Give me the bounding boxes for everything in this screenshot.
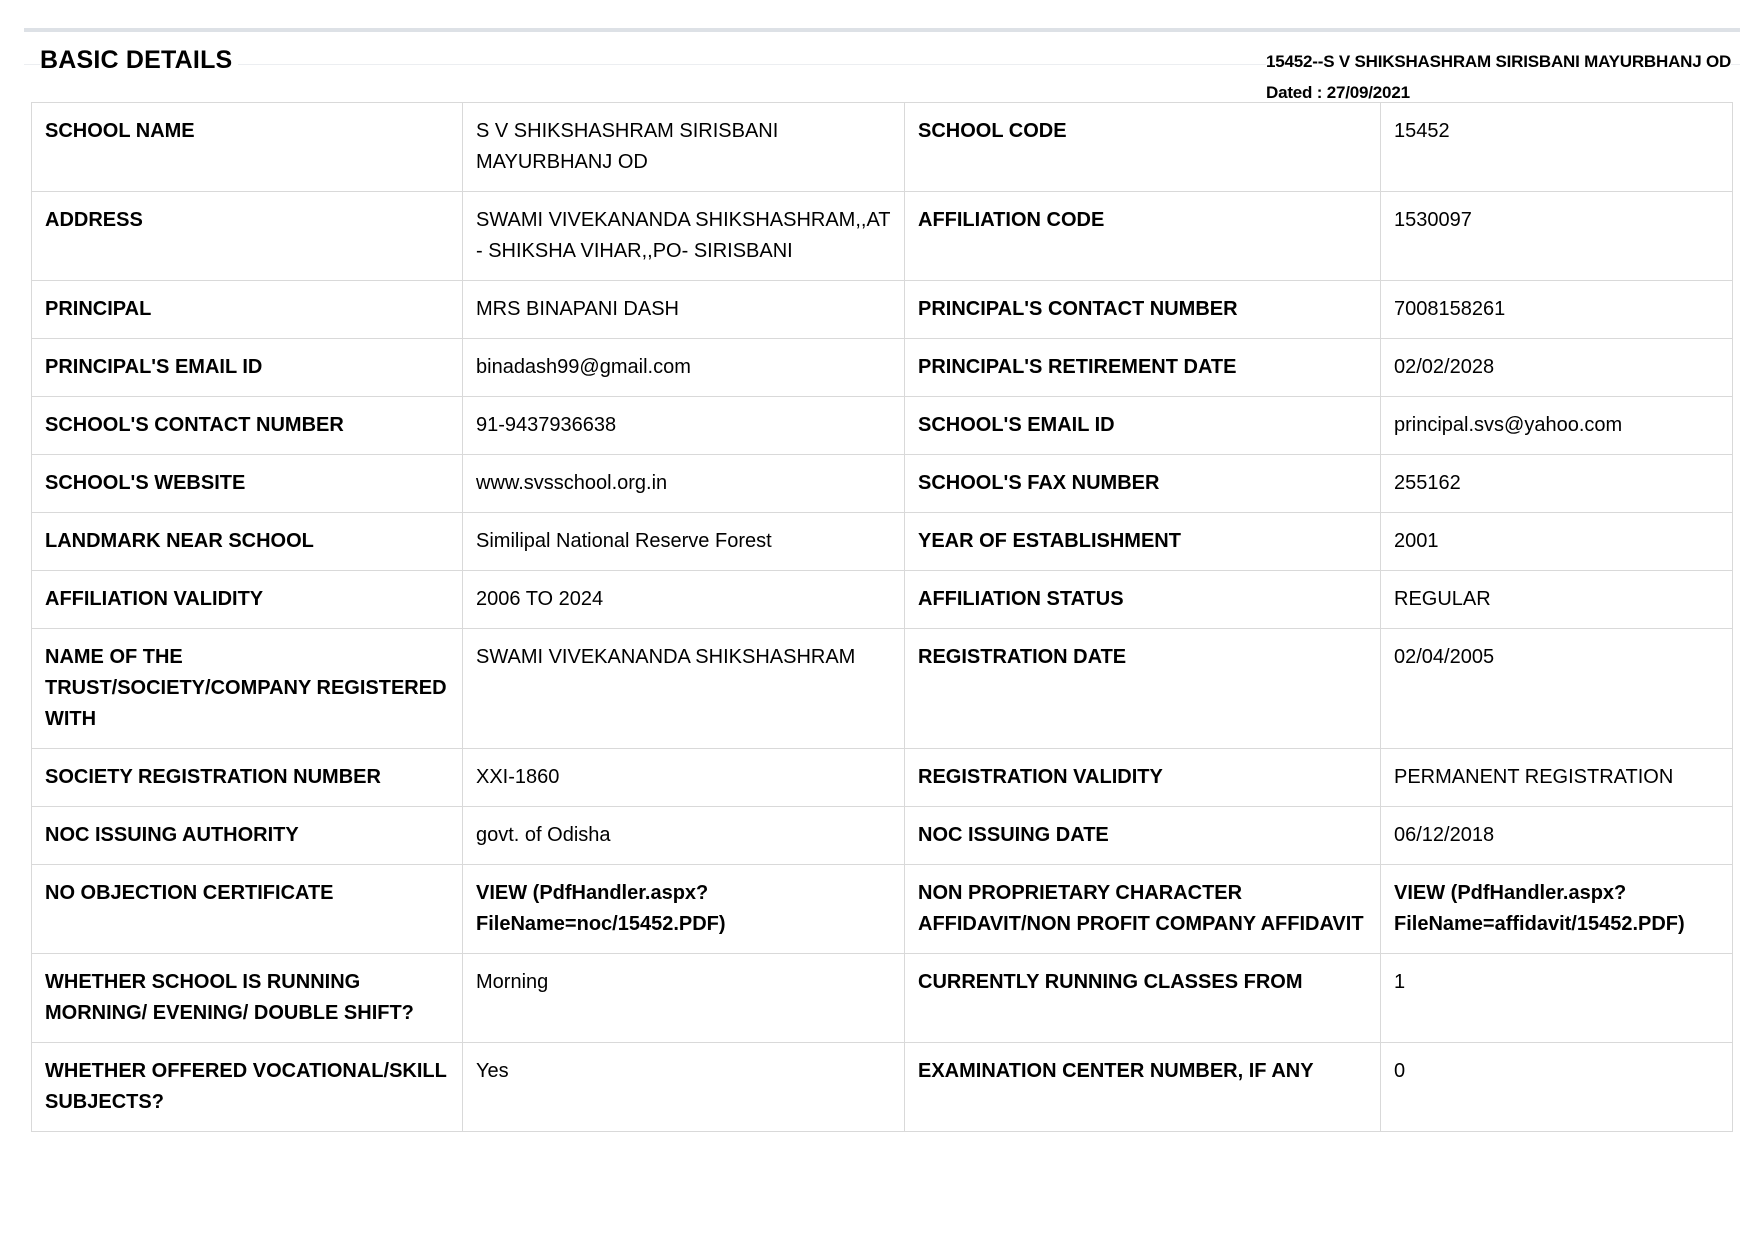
label-registration-validity: REGISTRATION VALIDITY — [905, 749, 1381, 807]
value-classes-from: 1 — [1381, 954, 1733, 1043]
value-school-code: 15452 — [1381, 103, 1733, 192]
label-year-establishment: YEAR OF ESTABLISHMENT — [905, 513, 1381, 571]
table-row — [32, 571, 1733, 629]
label-classes-from: CURRENTLY RUNNING CLASSES FROM — [905, 954, 1381, 1043]
value-landmark: Similipal National Reserve Forest — [463, 513, 905, 571]
label-affiliation-code: AFFILIATION CODE — [905, 192, 1381, 281]
label-affidavit: NON PROPRIETARY CHARACTER AFFIDAVIT/NON PROFIT COMPANY AFFIDAVIT — [905, 865, 1381, 954]
table-row — [32, 397, 1733, 455]
label-affiliation-validity: AFFILIATION VALIDITY — [32, 571, 463, 629]
label-school-fax: SCHOOL'S FAX NUMBER — [905, 455, 1381, 513]
table-row — [32, 1043, 1733, 1132]
value-school-email: principal.svs@yahoo.com — [1381, 397, 1733, 455]
value-principal-retirement: 02/02/2028 — [1381, 339, 1733, 397]
school-reference: 15452--S V SHIKSHASHRAM SIRISBANI MAYURBHANJ OD — [1266, 52, 1732, 71]
label-landmark: LANDMARK NEAR SCHOOL — [32, 513, 463, 571]
table-row — [32, 455, 1733, 513]
label-noc-certificate: NO OBJECTION CERTIFICATE — [32, 865, 463, 954]
value-society-registration: XXI-1860 — [463, 749, 905, 807]
value-trust-name: SWAMI VIVEKANANDA SHIKSHASHRAM — [463, 629, 905, 749]
table-row — [32, 339, 1733, 397]
value-affiliation-code: 1530097 — [1381, 192, 1733, 281]
label-address: ADDRESS — [32, 192, 463, 281]
table-row — [32, 192, 1733, 281]
table-row — [32, 865, 1733, 954]
value-principal: MRS BINAPANI DASH — [463, 281, 905, 339]
table-row — [32, 103, 1733, 192]
label-trust-name: NAME OF THE TRUST/SOCIETY/COMPANY REGISTERED WITH — [32, 629, 463, 749]
label-principal: PRINCIPAL — [32, 281, 463, 339]
label-society-registration: SOCIETY REGISTRATION NUMBER — [32, 749, 463, 807]
dated-line: Dated : 27/09/2021 — [1266, 83, 1410, 102]
table-row — [32, 629, 1733, 749]
table-row — [32, 513, 1733, 571]
label-school-website: SCHOOL'S WEBSITE — [32, 455, 463, 513]
value-principal-contact: 7008158261 — [1381, 281, 1733, 339]
value-registration-validity: PERMANENT REGISTRATION — [1381, 749, 1733, 807]
label-school-contact: SCHOOL'S CONTACT NUMBER — [32, 397, 463, 455]
table-row — [32, 807, 1733, 865]
label-principal-email: PRINCIPAL'S EMAIL ID — [32, 339, 463, 397]
value-affiliation-validity: 2006 TO 2024 — [463, 571, 905, 629]
value-shift: Morning — [463, 954, 905, 1043]
value-noc-authority: govt. of Odisha — [463, 807, 905, 865]
table-row — [32, 281, 1733, 339]
label-principal-retirement: PRINCIPAL'S RETIREMENT DATE — [905, 339, 1381, 397]
value-noc-date: 06/12/2018 — [1381, 807, 1733, 865]
label-vocational: WHETHER OFFERED VOCATIONAL/SKILL SUBJECTS? — [32, 1043, 463, 1132]
affidavit-view-link[interactable]: VIEW (PdfHandler.aspx?FileName=affidavit/15452.PDF) — [1381, 865, 1733, 954]
value-registration-date: 02/04/2005 — [1381, 629, 1733, 749]
label-noc-date: NOC ISSUING DATE — [905, 807, 1381, 865]
label-registration-date: REGISTRATION DATE — [905, 629, 1381, 749]
value-exam-center: 0 — [1381, 1043, 1733, 1132]
label-school-email: SCHOOL'S EMAIL ID — [905, 397, 1381, 455]
label-shift: WHETHER SCHOOL IS RUNNING MORNING/ EVENING/ DOUBLE SHIFT? — [32, 954, 463, 1043]
label-affiliation-status: AFFILIATION STATUS — [905, 571, 1381, 629]
value-school-name: S V SHIKSHASHRAM SIRISBANI MAYURBHANJ OD — [463, 103, 905, 192]
value-year-establishment: 2001 — [1381, 513, 1733, 571]
section-title: BASIC DETAILS — [40, 46, 238, 75]
label-school-name: SCHOOL NAME — [32, 103, 463, 192]
value-vocational: Yes — [463, 1043, 905, 1132]
table-row — [32, 954, 1733, 1043]
value-school-contact: 91-9437936638 — [463, 397, 905, 455]
value-affiliation-status: REGULAR — [1381, 571, 1733, 629]
value-school-fax: 255162 — [1381, 455, 1733, 513]
label-noc-authority: NOC ISSUING AUTHORITY — [32, 807, 463, 865]
header-top-rule — [24, 28, 1740, 32]
value-address: SWAMI VIVEKANANDA SHIKSHASHRAM,,AT - SHIKSHA VIHAR,,PO- SIRISBANI — [463, 192, 905, 281]
label-principal-contact: PRINCIPAL'S CONTACT NUMBER — [905, 281, 1381, 339]
noc-view-link[interactable]: VIEW (PdfHandler.aspx?FileName=noc/15452.PDF) — [463, 865, 905, 954]
document-reference — [1266, 46, 1731, 108]
label-school-code: SCHOOL CODE — [905, 103, 1381, 192]
value-school-website: www.svsschool.org.in — [463, 455, 905, 513]
value-principal-email: binadash99@gmail.com — [463, 339, 905, 397]
label-exam-center: EXAMINATION CENTER NUMBER, IF ANY — [905, 1043, 1381, 1132]
basic-details-table — [31, 102, 1733, 1132]
table-row — [32, 749, 1733, 807]
